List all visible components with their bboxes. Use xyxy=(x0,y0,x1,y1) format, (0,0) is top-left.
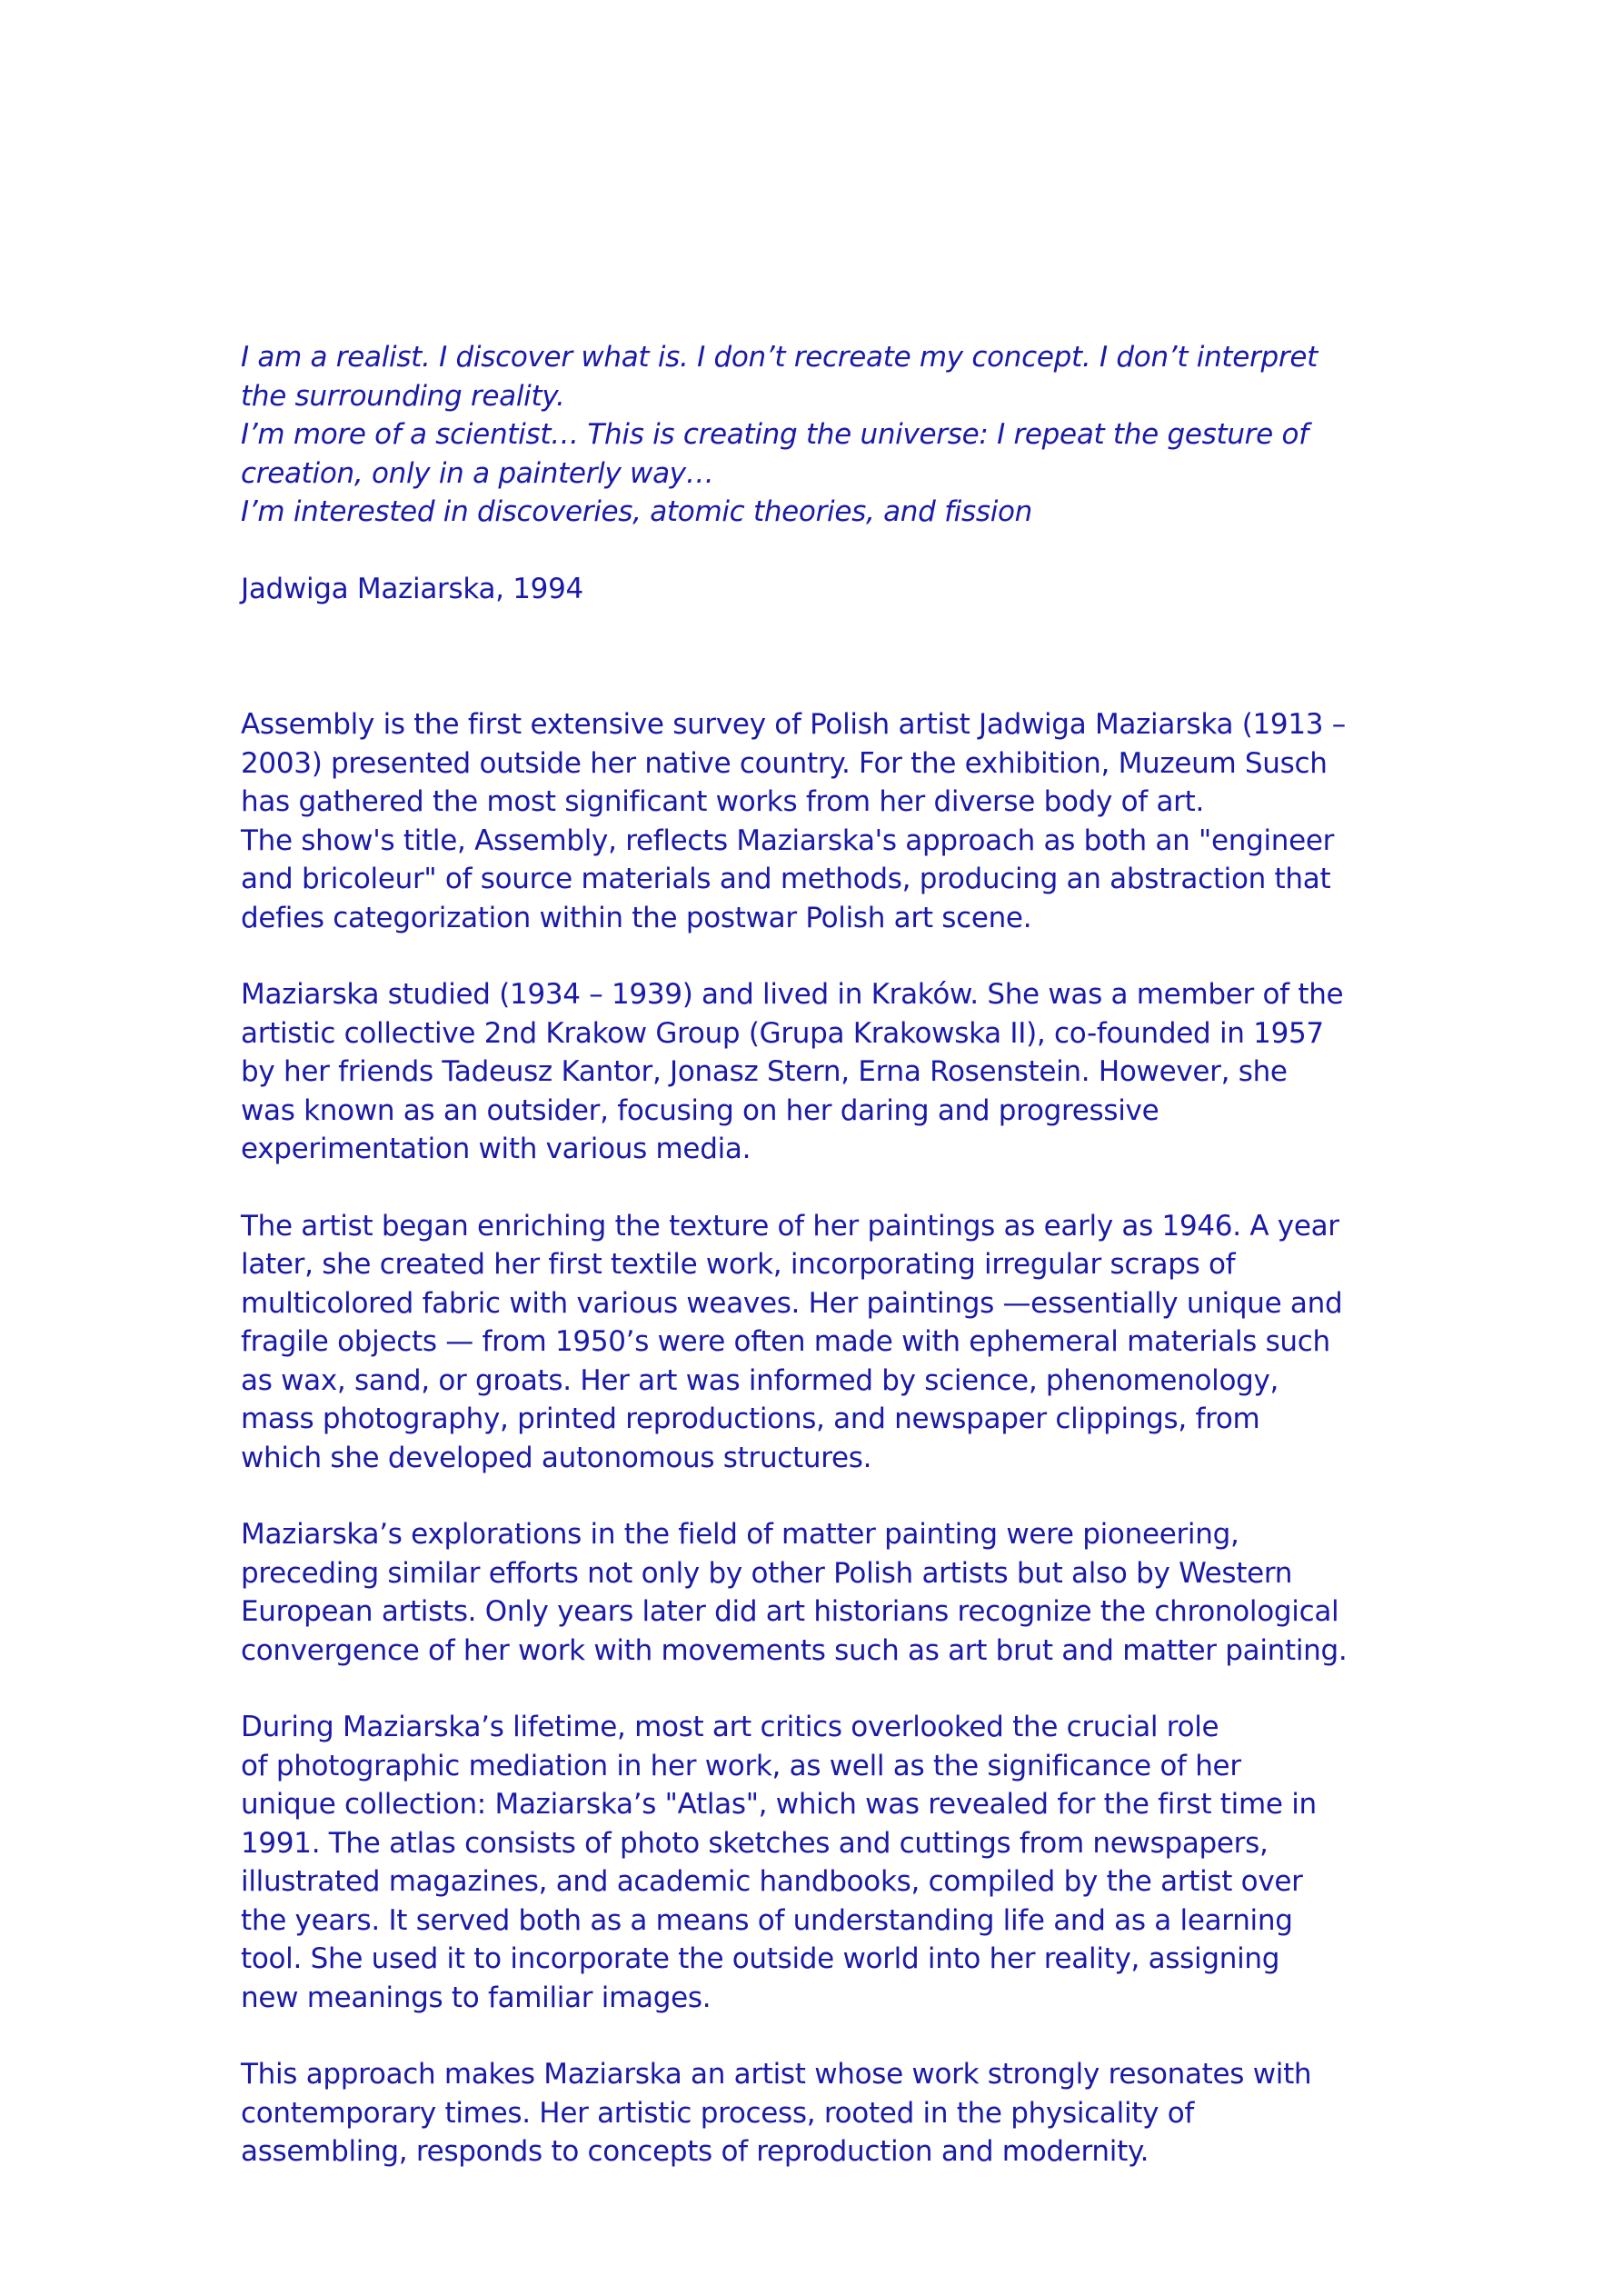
text-line: multicolored fabric with various weaves. Her paintings —essentially unique and xyxy=(241,1286,1343,1320)
text-line: During Maziarska’s lifetime, most art critics overlooked the crucial role xyxy=(241,1711,1219,1743)
text-line: mass photography, printed reproductions, and newspaper clippings, from xyxy=(241,1403,1260,1435)
text-line: contemporary times. Her artistic process, rooted in the physicality of xyxy=(241,2096,1194,2130)
body-text xyxy=(241,705,1422,2171)
text-line: The show's title, Assembly, reflects Maziarska's approach as both an "engineer xyxy=(241,824,1335,857)
text-line: The artist began enriching the texture of her paintings as early as 1946. A year xyxy=(241,1209,1339,1243)
artist-quote xyxy=(241,338,1422,532)
text-line: illustrated magazines, and academic handbooks, compiled by the artist over xyxy=(241,1865,1303,1898)
paragraph-6 xyxy=(241,2055,1422,2171)
text-line: of photographic mediation in her work, as well as the significance of her xyxy=(241,1749,1241,1782)
paragraph-2 xyxy=(241,975,1422,1169)
text-line: 1991. The atlas consists of photo sketches and cuttings from newspapers, xyxy=(241,1826,1269,1860)
text-line: tool. She used it to incorporate the outside world into her reality, assigning xyxy=(241,1942,1280,1975)
text-line: later, she created her first textile work, incorporating irregular scraps of xyxy=(241,1248,1236,1281)
document-page xyxy=(241,338,1422,2171)
quote-line: the surrounding reality. xyxy=(241,379,565,413)
paragraph-4 xyxy=(241,1515,1422,1670)
paragraph-3 xyxy=(241,1207,1422,1478)
text-line: has gathered the most significant works from her diverse body of art. xyxy=(241,785,1205,818)
text-line: Assembly is the first extensive survey of Polish artist Jadwiga Maziarska (1913 – xyxy=(241,708,1346,741)
text-line: convergence of her work with movements such as art brut and matter painting. xyxy=(241,1633,1348,1667)
quote-line: I’m more of a scientist… This is creating the universe: I repeat the gesture of xyxy=(241,418,1309,451)
text-line: European artists. Only years later did art historians recognize the chronological xyxy=(241,1595,1339,1628)
quote-line: I’m interested in discoveries, atomic theories, and fission xyxy=(241,495,1033,528)
text-line: and bricoleur" of source materials and methods, producing an abstraction that xyxy=(241,863,1331,895)
text-line: Maziarska studied (1934 – 1939) and lived in Kraków. She was a member of the xyxy=(241,978,1344,1011)
text-line: defies categorization within the postwar Polish art scene. xyxy=(241,901,1032,934)
text-line: This approach makes Maziarska an artist whose work strongly resonates with xyxy=(241,2058,1312,2091)
quote-line: creation, only in a painterly way… xyxy=(241,456,714,490)
paragraph-5 xyxy=(241,1708,1422,2017)
text-line: 2003) presented outside her native country. For the exhibition, Muzeum Susch xyxy=(241,746,1328,780)
text-line: Maziarska’s explorations in the field of matter painting were pioneering, xyxy=(241,1518,1239,1551)
text-line: by her friends Tadeusz Kantor, Jonasz Stern, Erna Rosenstein. However, she xyxy=(241,1055,1288,1088)
text-line: unique collection: Maziarska’s "Atlas", which was revealed for the first time in xyxy=(241,1788,1317,1821)
text-line: new meanings to familiar images. xyxy=(241,1981,711,2014)
quote-attribution: Jadwiga Maziarska, 1994 xyxy=(241,572,583,605)
text-line: fragile objects — from 1950’s were often made with ephemeral materials such xyxy=(241,1325,1330,1358)
text-line: as wax, sand, or groats. Her art was informed by science, phenomenology, xyxy=(241,1363,1279,1397)
text-line: the years. It served both as a means of understanding life and as a learning xyxy=(241,1903,1293,1937)
text-line: artistic collective 2nd Krakow Group (Grupa Krakowska II), co-founded in 1957 xyxy=(241,1016,1324,1050)
text-line: assembling, responds to concepts of reproduction and modernity. xyxy=(241,2135,1149,2168)
text-line: which she developed autonomous structures. xyxy=(241,1441,872,1474)
paragraph-1 xyxy=(241,705,1422,937)
quote-line: I am a realist. I discover what is. I don’t recreate my concept. I don’t interpret xyxy=(241,341,1318,374)
text-line: preceding similar efforts not only by other Polish artists but also by Western xyxy=(241,1556,1293,1590)
text-line: was known as an outsider, focusing on her daring and progressive xyxy=(241,1093,1159,1127)
text-line: experimentation with various media. xyxy=(241,1133,751,1165)
